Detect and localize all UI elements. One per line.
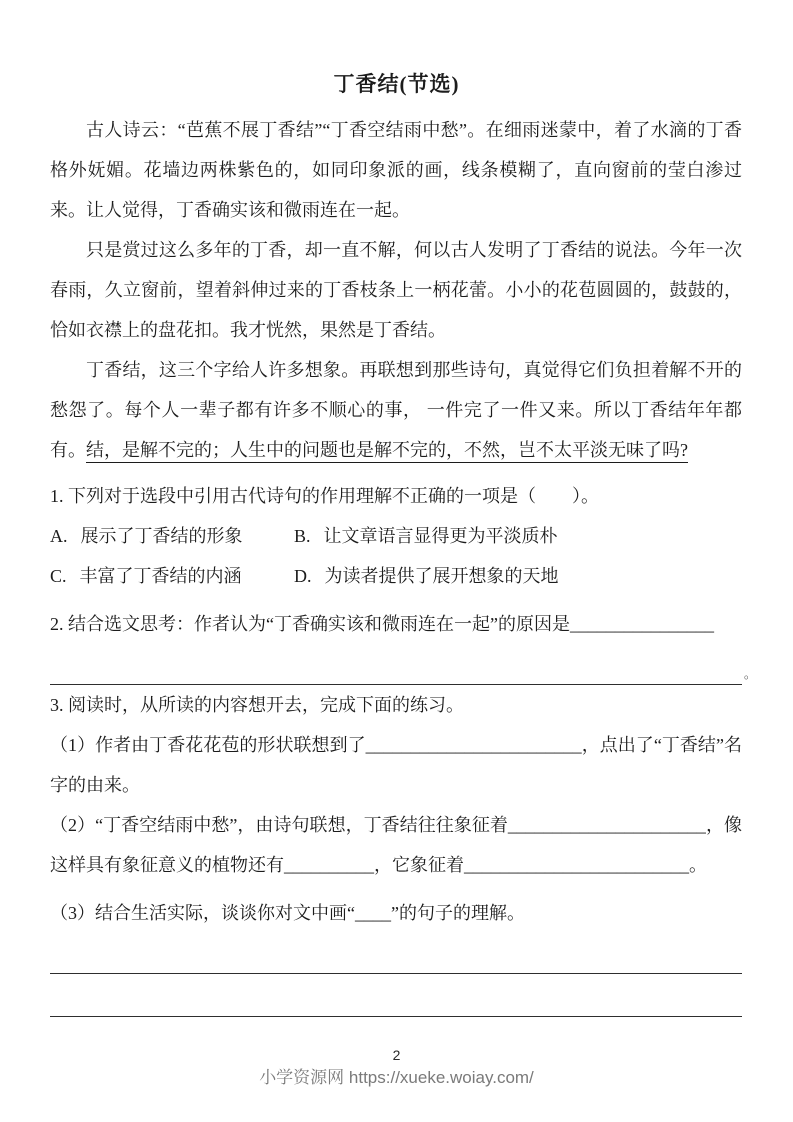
question-1-option-d xyxy=(294,556,742,596)
site-footer-text: 小学资源网 https://xueke.woiay.com/ xyxy=(259,1068,534,1087)
question-1-option-a xyxy=(50,516,294,556)
sub-2-blank-1: ______________________ xyxy=(507,815,706,835)
sub-2-text-mid-2: ，它象征着 xyxy=(374,855,464,875)
paragraph-3-underlined-sentence: 结，是解不完的；人生中的问题也是解不完的，不然，岂不太平淡无味了吗? xyxy=(86,440,688,460)
passage-paragraph-3 xyxy=(50,350,742,470)
passage-paragraph-2: 只是赏过这么多年的丁香，却一直不解，何以古人发明了丁香结的说法。今年一次春雨，久立窗前，望着斜伸过来的丁香枝条上一柄花蕾。小小的花苞圆圆的，鼓鼓的，恰如衣襟上的盘花扣。我才恍然，果然是丁香结。 xyxy=(50,240,742,340)
question-2-text: 2. 结合选文思考：作者认为“丁香确实该和微雨连在一起”的原因是 xyxy=(50,614,570,634)
option-d-text: 为读者提供了展开想象的天地 xyxy=(324,566,559,586)
sub-2-blank-3: _________________________ xyxy=(464,855,689,875)
option-d-label: D. xyxy=(294,566,312,586)
question-2-line-end-period: 。 xyxy=(743,667,756,681)
option-a-label: A. xyxy=(50,526,68,546)
option-a-text: 展示了丁香结的形象 xyxy=(80,526,243,546)
sub-2-text-mid-1: ，像这样具有象征意义的植物还有 xyxy=(50,815,742,875)
answer-line-1 xyxy=(50,933,742,974)
page-number: 2 xyxy=(392,1047,401,1063)
sub-1-text-after-blank: ，点出了“丁香结”名字的由来。 xyxy=(50,735,742,795)
passage-paragraph-1: 古人诗云：“芭蕉不展丁香结”“丁香空结雨中愁”。在细雨迷蒙中，着了水滴的丁香格外妩媚。花墙边两株紫色的，如同印象派的画，线条模糊了，直向窗前的莹白渗过来。让人觉得，丁香确实该和微雨连在一起。 xyxy=(50,120,742,220)
document-body xyxy=(50,110,756,1017)
option-c-label: C. xyxy=(50,566,67,586)
sub-2-text-before-blank-1: （2）“丁香空结雨中愁”，由诗句联想，丁香结往往象征着 xyxy=(50,815,508,835)
question-3-sub-2 xyxy=(50,805,742,885)
question-1-options xyxy=(50,516,742,596)
sub-2-end-period: 。 xyxy=(689,855,707,875)
sub-1-text-before-blank: （1）作者由丁香花花苞的形状联想到了 xyxy=(50,735,366,755)
option-b-text: 让文章语言显得更为平淡质朴 xyxy=(323,526,558,546)
question-1-option-c xyxy=(50,556,294,596)
question-2-answer-line xyxy=(50,644,756,685)
answer-line-2 xyxy=(50,974,742,1017)
option-b-label: B. xyxy=(294,526,311,546)
option-c-text: 丰富了丁香结的内涵 xyxy=(79,566,242,586)
question-1-stem: 1. 下列对于选段中引用古代诗句的作用理解不正确的一项是（ ）。 xyxy=(50,486,599,506)
sub-1-blank: ________________________ xyxy=(365,735,582,755)
question-2-blank: ________________ xyxy=(569,614,714,634)
question-3-sub-1 xyxy=(50,725,742,805)
sub-2-blank-2: __________ xyxy=(284,855,374,875)
paragraph-3-normal-text: 丁香结，这三个字给人许多想象。再联想到那些诗句，真觉得它们负担着解不开的愁怨了。每个人一辈子都有许多不顺心的事， 一件完了一件又来。所以丁香结年年都有。 xyxy=(50,360,742,460)
document-title: 丁香结(节选) xyxy=(333,72,460,96)
question-3-stem: 3. 阅读时，从所读的内容想开去，完成下面的练习。 xyxy=(50,695,464,715)
question-3-sub-3: （3）结合生活实际，谈谈你对文中画“____”的句子的理解。 xyxy=(50,903,525,923)
question-2-stem xyxy=(50,604,742,644)
question-1-option-b xyxy=(294,516,742,556)
